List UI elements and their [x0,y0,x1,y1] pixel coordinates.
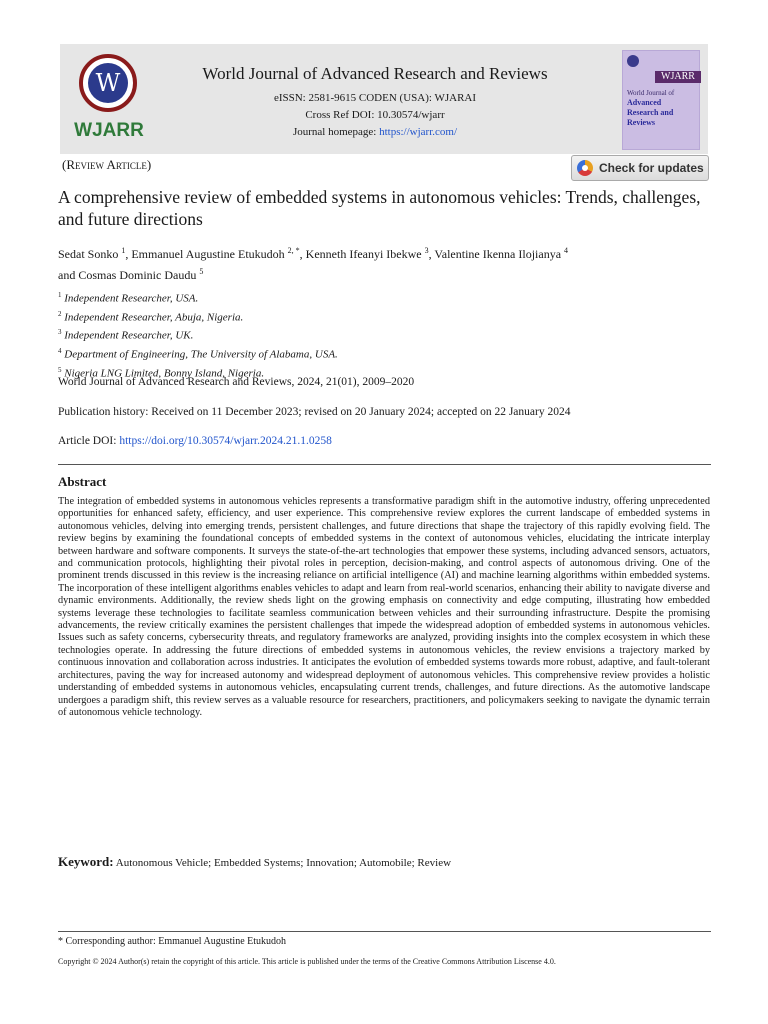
cover-band: WJARR [655,71,701,83]
author-list: Sedat Sonko $^1$, Emmanuel Augustine Etukudoh $^{2, *}$, Kenneth Ifeanyi Ibekwe $^3$, Valentine Ikenna Ilojianya $^4$ and Cosmas Dominic Daudu $^5$ [58,246,569,282]
affiliation-sup: 1 [58,291,62,299]
cover-line-1: World Journal of [627,89,675,97]
author-name: Valentine Ikenna Ilojianya [434,247,562,261]
author-name: Sedat Sonko [58,247,119,261]
doi-label: Article DOI: [58,435,120,447]
crossref-doi-line: Cross Ref DOI: 10.30574/wjarr [305,109,445,121]
cover-line-4: Reviews [627,118,655,127]
article-doi [58,435,332,447]
copyright-notice: Copyright © 2024 Author(s) retain the copyright of this article. This article is published under the terms of the Creative Commons Attribution Liscense 4.0. [58,957,556,966]
homepage-line [150,126,600,138]
divider [58,464,711,465]
affiliation-sup: 5 [58,365,62,374]
keywords [58,854,710,870]
affiliation-list [58,288,718,381]
article-type: (Review Article) [62,157,152,172]
affiliation-sup: 3 [58,328,62,337]
abstract-text: The integration of embedded systems in autonomous vehicles represents a transformative paradigm shift in the automotive industry, offering unprecedented opportunities for enhanced safety, efficiency, and user experience. This comprehensive review explores the current landscape of embedded systems in autonomous vehicles, delving into emerging trends, persistent challenges, and future directions that shape the trajectory of this rapidly evolving field. The review begins by examining the foundational concepts of embedded systems in the context of autonomous vehicles, elucidating the intricate interplay between hardware and software components. It surveys the state-of-the-art technologies that empower these systems, including advanced sensors, actuators, and communication protocols, highlighting their pivotal roles in perception, decision-making, and control aspects of autonomous driving. One of the prominent trends discussed in this review is the increasing reliance on artificial intelligence (AI) and machine learning algorithms within embedded systems. The incorporation of these intelligent algorithms enables vehicles to adapt and learn from real-world scenarios, enhancing their ability to navigate diverse and dynamic environments. Additionally, the review sheds light on the growing emphasis on connectivity and edge computing, illustrating how embedded systems leverage these technologies to facilitate seamless communication between vehicles and their surrounding infrastructure. Despite the promising advancements, the review critically examines the persistent challenges that impede the widespread adoption of embedded systems in autonomous vehicles. Issues such as safety concerns, cybersecurity threats, and regulatory frameworks are analyzed, providing insights into the complex ecosystem in which these technologies operate. In addressing the future directions of embedded systems in autonomous vehicles, the review envisions a trajectory marked by continuous innovation and collaboration across industries. It anticipates the evolution of embedded systems towards more robust, adaptive, and fault-tolerant architectures, paving the way for increased autonomy and widespread deployment of autonomous vehicles. This comprehensive review provides a holistic understanding of embedded systems in autonomous vehicles, encapsulating current trends, challenges, and future directions. As the automotive landscape undergoes a paradigm shift, this review serves as a valuable resource for researchers, practitioners, and policymakers seeking to navigate the dynamic terrain of autonomous vehicle technology. [58,496,710,718]
keyword-values: Autonomous Vehicle; Embedded Systems; Innovation; Automobile; Review [115,857,452,869]
author-sup: 2, * [287,246,300,255]
journal-title: World Journal of Advanced Research and Reviews [202,64,548,83]
affiliation-text: Independent Researcher, USA. [64,292,199,305]
affiliation-sup: 2 [58,309,62,318]
author-sup: 1 [121,246,126,255]
check-for-updates-button[interactable] [571,155,709,181]
keyword-label: Keyword: [58,854,114,869]
affiliation-text: Independent Researcher, Abuja, Nigeria. [64,311,244,324]
affiliation-text: Independent Researcher, UK. [64,329,194,342]
author-name: Emmanuel Augustine Etukudoh [131,247,285,261]
affiliation-item [58,344,718,363]
author-name: Kenneth Ifeanyi Ibekwe [305,247,422,261]
logo-text: WJARR [74,120,144,141]
affiliation-item [58,288,718,307]
logo-emblem [79,54,137,112]
affiliation-text: Nigeria LNG Limited, Bonny Island, Nigeria. [64,367,265,380]
journal-header [60,44,708,154]
affiliation-text: Department of Engineering, The University of Alabama, USA. [64,348,338,361]
abstract-heading: Abstract [58,474,107,489]
author-sup: 4 [564,246,569,255]
affiliation-sup: 4 [58,346,62,355]
doi-link[interactable]: https://doi.org/10.30574/wjarr.2024.21.1.0258 [119,435,332,447]
publication-history: Publication history: Received on 11 December 2023; revised on 20 January 2024; accepted on 22 January 2024 [58,406,571,418]
affiliation-item [58,325,718,344]
cover-seal-icon [627,55,639,67]
cover-line-2: Advanced [627,98,662,107]
cover-line-3: Research and [627,108,674,117]
journal-cover-thumbnail [622,50,700,150]
issn-line: eISSN: 2581-9615 CODEN (USA): WJARAI [273,92,477,104]
author-name: Cosmas Dominic Daudu [78,268,197,282]
author-sup: 3 [424,246,429,255]
homepage-label: Journal homepage: [292,126,380,138]
citation: World Journal of Advanced Research and Reviews, 2024, 21(01), 2009–2020 [58,376,415,388]
logo-letter: W [88,63,128,103]
corresponding-author: * Corresponding author: Emmanuel Augustine Etukudoh [58,936,287,947]
cover-title [627,89,699,128]
article-title: A comprehensive review of embedded systems in autonomous vehicles: Trends, challenges, and future directions [58,187,701,229]
check-for-updates-label: Check for updates [599,161,704,175]
author-sup: 5 [199,267,204,276]
homepage-link[interactable]: https://wjarr.com/ [379,126,458,138]
footer-divider [58,931,711,932]
affiliation-item [58,307,718,326]
journal-logo [70,50,148,148]
crossmark-icon [577,160,593,176]
